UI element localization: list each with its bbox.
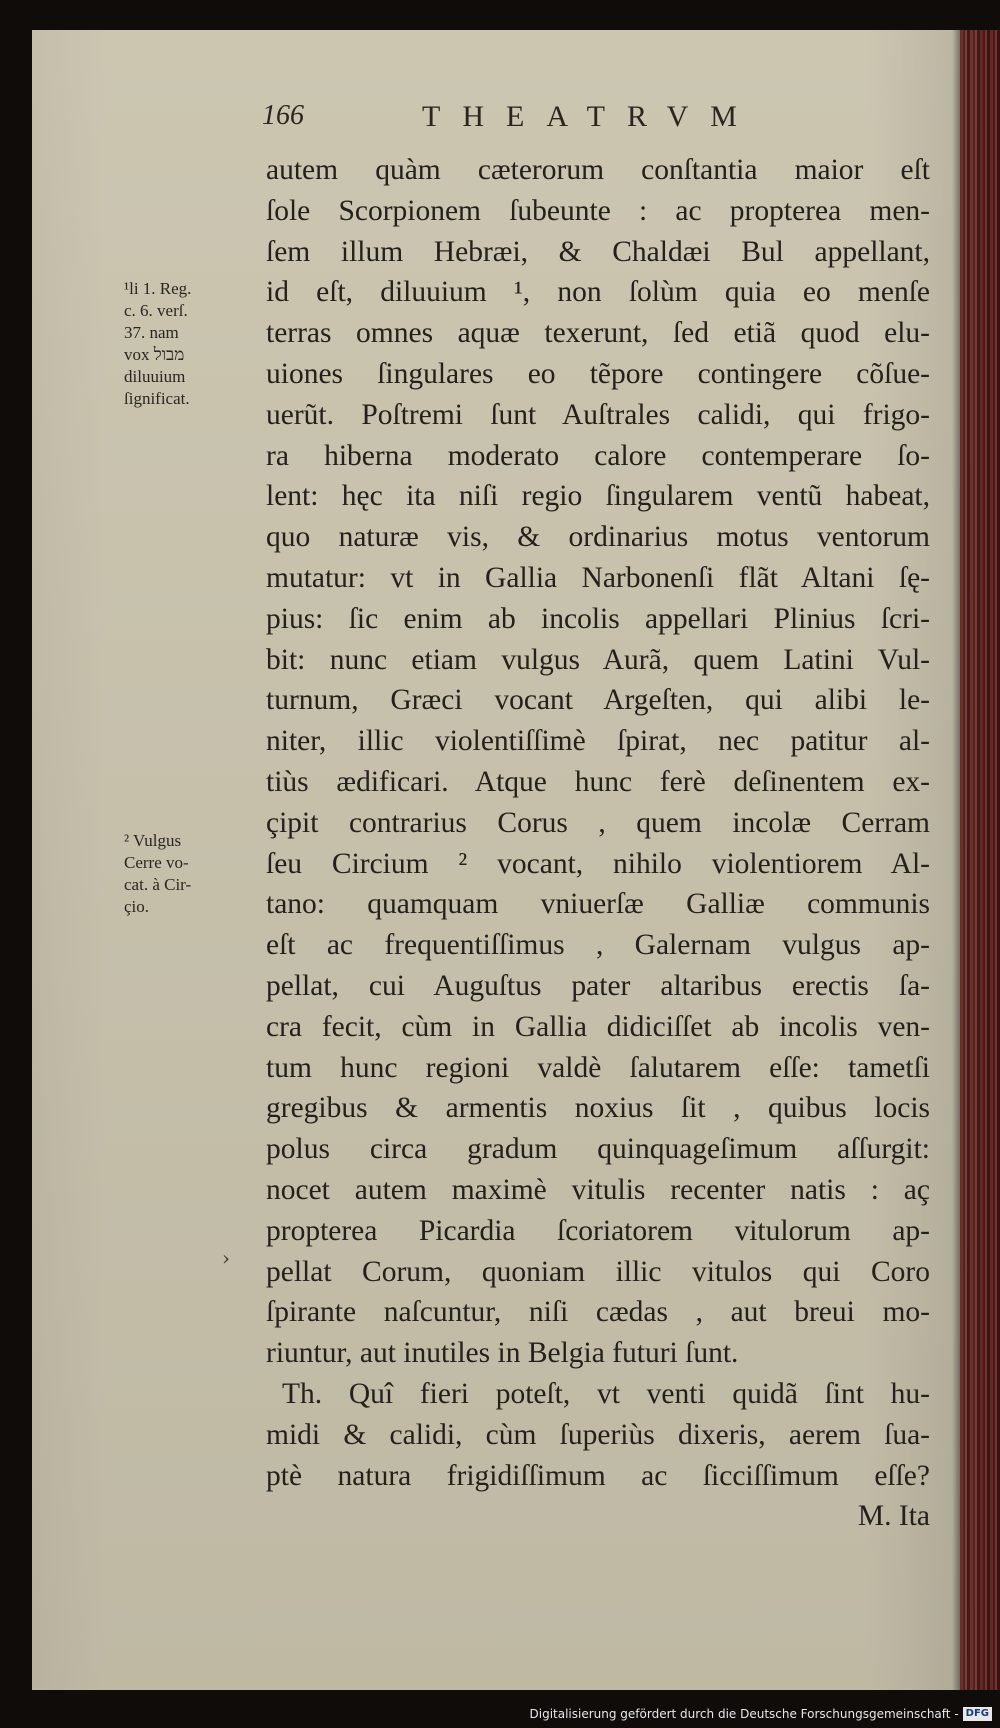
text-line: bit: nunc etiam vulgus Aurã, quem Latini Vul- [266, 643, 930, 676]
margin-note-line: ſignificat. [124, 389, 190, 408]
text-line: autem quàm cæterorum conſtantia maior eſt [266, 154, 930, 186]
page-header [262, 100, 942, 140]
text-line: terras omnes aquæ texerunt, ſed etiã quod elu- [266, 317, 930, 350]
text-line: midi & calidi, cùm ſuperiùs dixeris, aerem ſua- [266, 1418, 930, 1451]
text-line: pellat Corum, quoniam illic vitulos qui Coro [266, 1255, 930, 1288]
text-line: tano: quamquam vniuerſæ Galliæ communis [266, 888, 930, 921]
text-line: riuntur, aut inutiles in Belgia futuri ſunt. [266, 1337, 739, 1370]
running-title: THEATRVM [422, 100, 759, 133]
page-number: 166 [262, 100, 304, 131]
margin-note-line: Cerre vo- [124, 853, 189, 872]
margin-note-line: ¹li 1. Reg. [124, 279, 192, 298]
text-line: pius: ſic enim ab incolis appellari Plinius ſcri- [266, 602, 930, 635]
text-line: lent: hęc ita niſi regio ſingularem ventũ habeat, [266, 480, 930, 513]
text-line: quo naturæ vis, & ordinarius motus ventorum [266, 521, 930, 554]
digitization-text: Digitalisierung gefördert durch die Deutsche Forschungsgemeinschaft - [529, 1707, 959, 1721]
text-line: tum hunc regioni valdè ſalutarem eſſe: tametſi [266, 1051, 930, 1084]
text-line: pellat, cui Auguſtus pater altaribus erectis ſa- [266, 969, 930, 1002]
text-line: ſem illum Hebræi, & Chaldæi Bul appellant, [266, 235, 930, 268]
book-edge [960, 30, 1000, 1690]
text-line: mutatur: vt in Gallia Narbonenſi flãt Altani ſę- [266, 561, 930, 594]
text-line: niter, illic violentiſſimè ſpirat, nec patitur al- [266, 725, 930, 758]
main-text [266, 150, 930, 1537]
margin-note-line: çio. [124, 897, 150, 916]
text-line: ſpirante naſcuntur, niſi cædas , aut breui mo- [266, 1296, 930, 1329]
text-line: ptè natura frigidiſſimum ac ſicciſſimum eſſe? [266, 1459, 930, 1492]
margin-note-line: vox מבול [124, 345, 185, 364]
text-line: turnum, Græci vocant Argeſten, qui alibi le- [266, 684, 930, 717]
text-line: propterea Picardia ſcoriatorem vitulorum ap- [266, 1214, 930, 1247]
margin-note-line: ² Vulgus [124, 831, 182, 850]
text-line: gregibus & armentis noxius ſit , quibus locis [266, 1092, 930, 1125]
text-line: çipit contrarius Corus , quem incolæ Cerram [266, 806, 930, 839]
text-line: nocet autem maximè vitulis recenter natis : aç [266, 1173, 930, 1206]
margin-mark: › [222, 1246, 230, 1270]
margin-note-line: c. 6. verſ. [124, 301, 188, 320]
text-line: uerũt. Poſtremi ſunt Auſtrales calidi, qui frigo- [266, 398, 930, 431]
text-line: polus circa gradum quinquageſimum aſſurgit: [266, 1133, 930, 1166]
margin-note-line: diluuium [124, 367, 186, 386]
text-line: cra fecit, cùm in Gallia didiciſſet ab incolis ven- [266, 1010, 930, 1043]
digitization-credit [530, 1704, 993, 1724]
text-line: uiones ſingulares eo tẽpore contingere cõſue- [266, 357, 930, 390]
text-line: tiùs ædificari. Atque hunc ferè deſinentem ex- [266, 765, 930, 798]
catchword: M. Ita [857, 1500, 930, 1533]
text-line: ſeu Circium ² vocant, nihilo violentiorem Al- [266, 847, 930, 880]
margin-note-2 [124, 830, 264, 918]
dfg-logo: DFG [963, 1707, 992, 1721]
text-line: eſt ac frequentiſſimus , Galernam vulgus ap- [266, 929, 930, 962]
margin-note-1 [124, 278, 264, 410]
text-line: ſole Scorpionem ſubeunte : ac propterea men- [266, 194, 930, 227]
text-line: Th. Quî fieri poteſt, vt venti quidã ſint hu- [282, 1377, 930, 1410]
text-line: ra hiberna moderato calore contemperare ſo- [266, 439, 930, 472]
margin-note-line: 37. nam [124, 323, 179, 342]
margin-note-line: cat. à Cir- [124, 875, 192, 894]
text-line: id eſt, diluuium ¹, non ſolùm quia eo menſe [266, 276, 930, 309]
